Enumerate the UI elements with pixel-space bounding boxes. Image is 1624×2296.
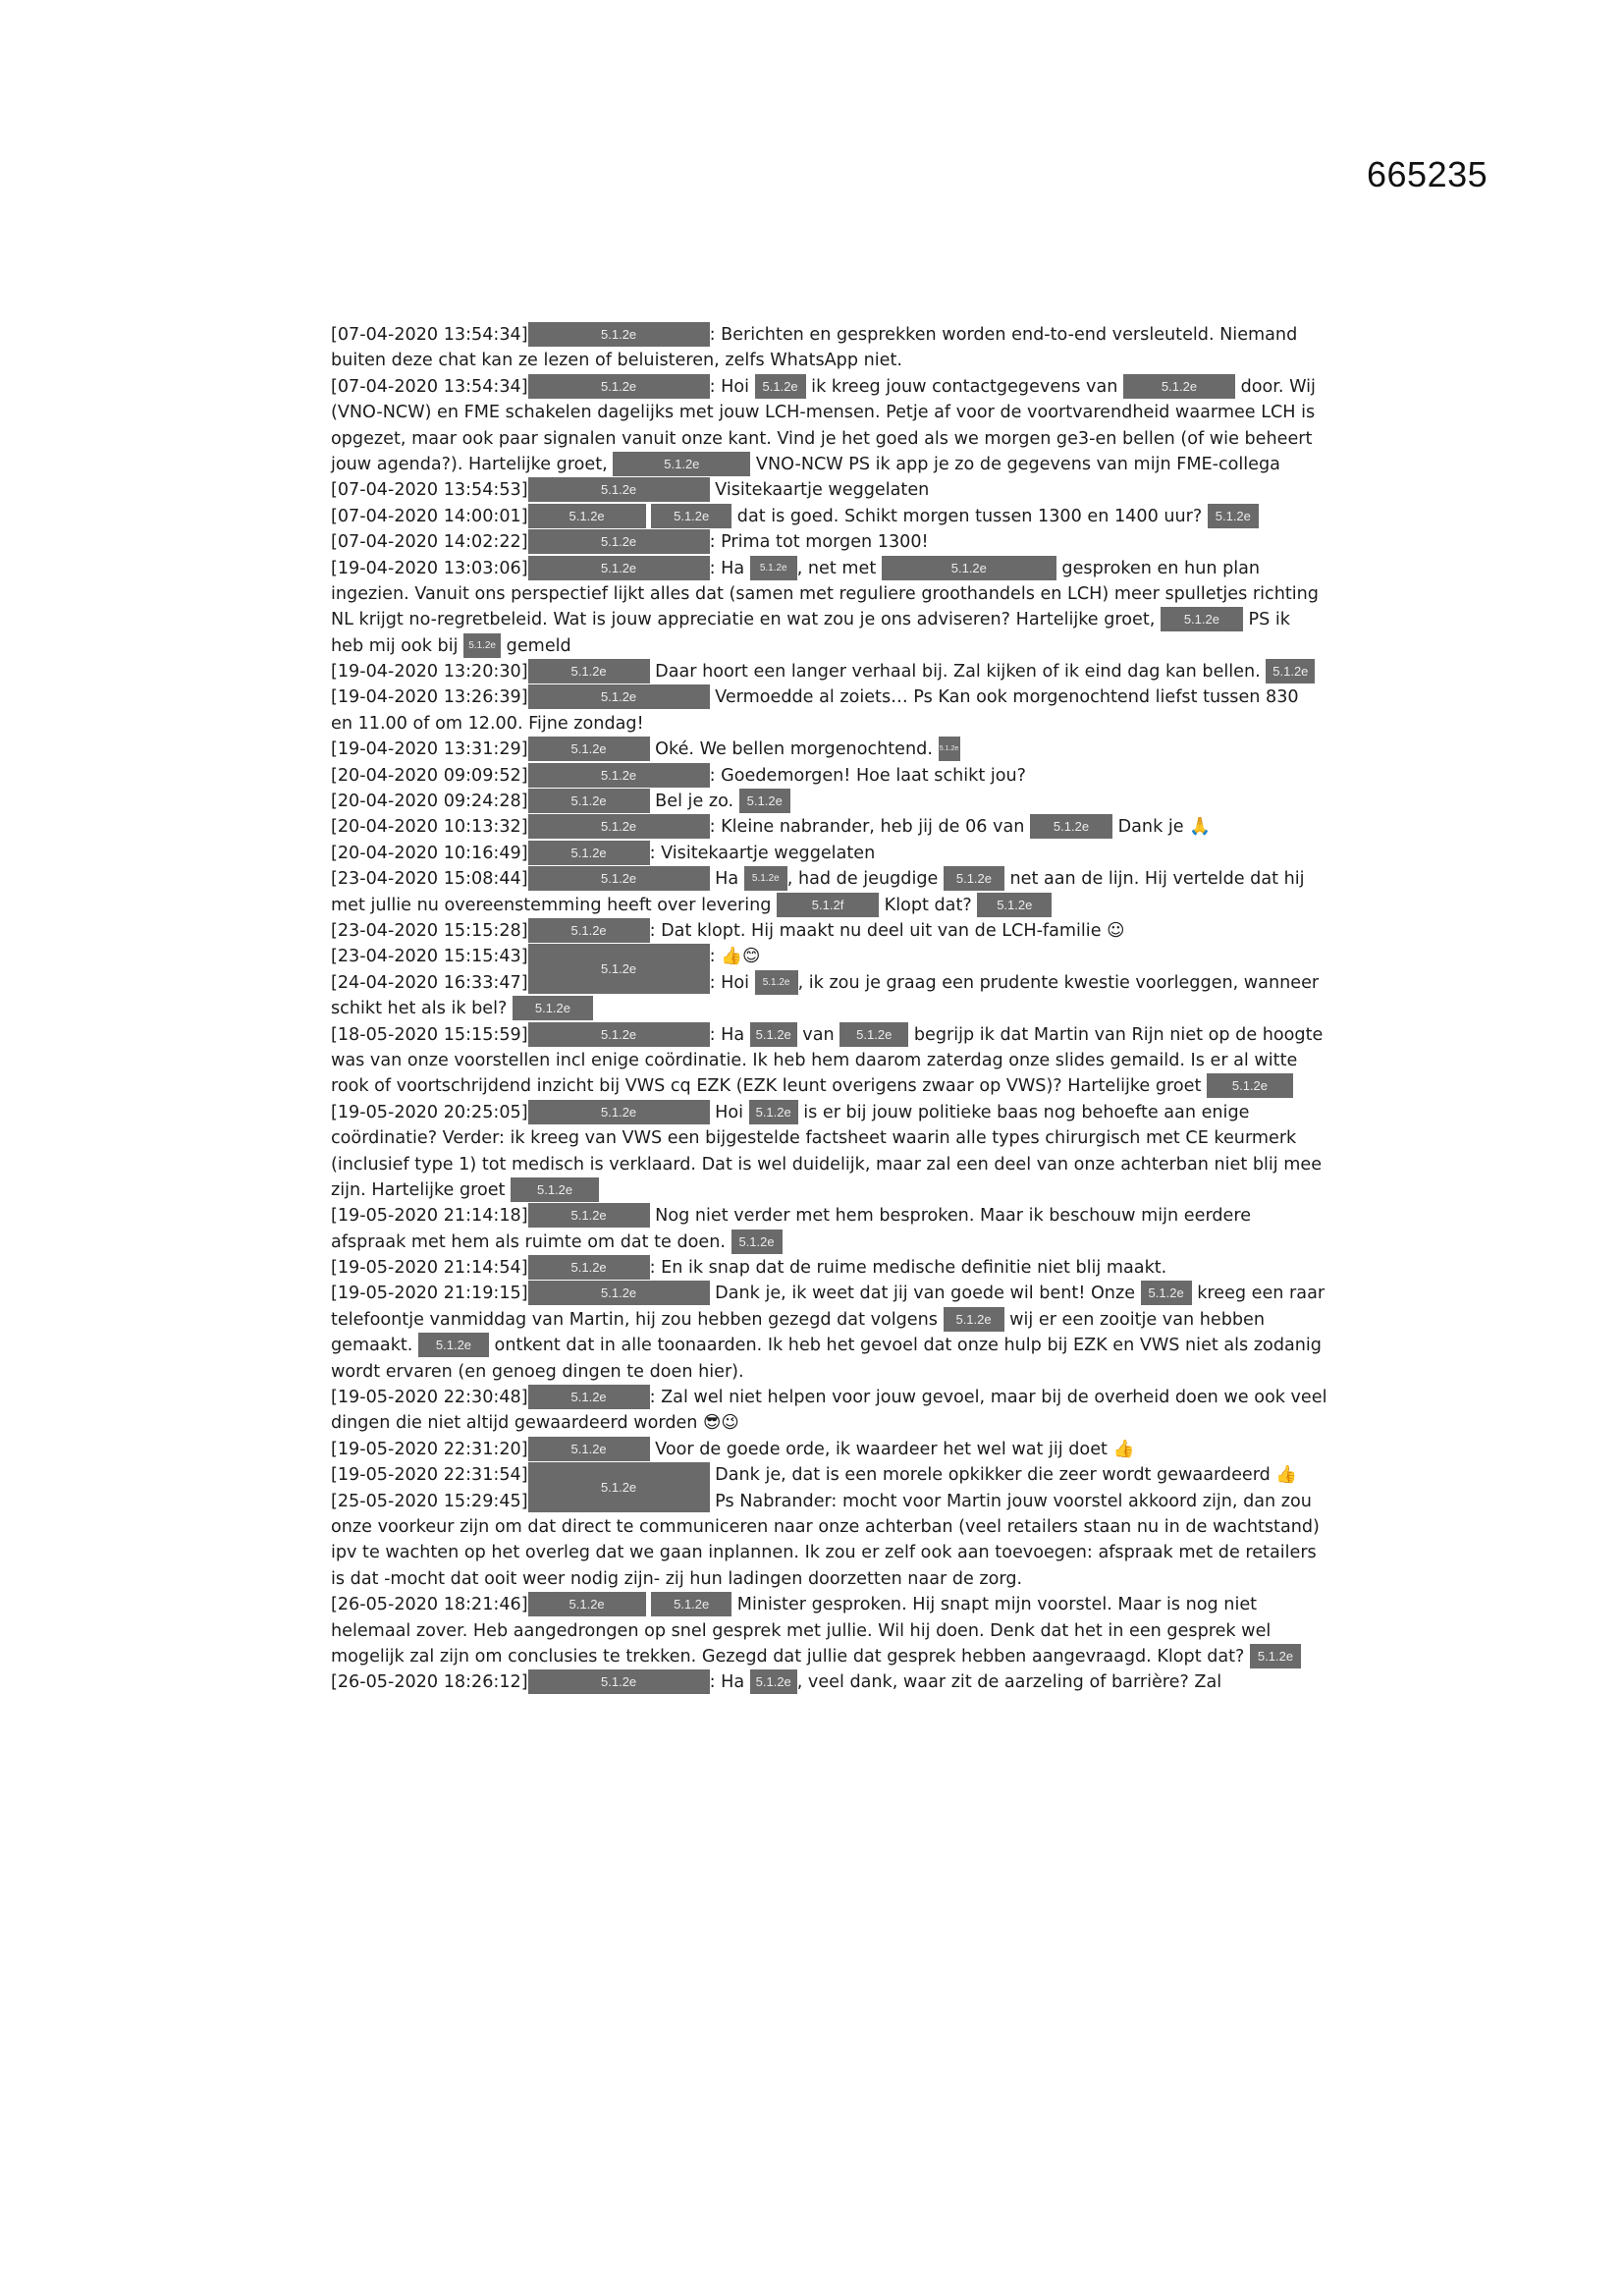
message-text: [19-05-2020 22:30:48]	[331, 1388, 528, 1408]
message-text: jouw agenda?). Hartelijke groet,	[331, 454, 614, 474]
message-text: : Ha	[709, 558, 750, 578]
transcript-line	[331, 841, 1318, 866]
message-text: met jullie nu overeenstemming heeft over levering	[331, 895, 778, 915]
message-text: : Kleine nabrander, heb jij de 06 van	[709, 817, 1030, 838]
message-text: : Goedemorgen! Hoe laat schikt jou?	[709, 765, 1026, 786]
redaction-box: 5.1.2e	[944, 1307, 1004, 1332]
message-text: [19-04-2020 13:20:30]	[331, 662, 528, 683]
message-text: dat is goed. Schikt morgen tussen 1300 en 1400 uur?	[731, 506, 1208, 526]
message-text: opgezet, maar ook paar signalen vanuit onze kant. Vind je het goed als we morgen ge3-en bellen (of wie beheert	[331, 428, 1313, 449]
redaction-box: 5.1.2e	[839, 1022, 908, 1047]
message-text: [19-05-2020 21:14:18]	[331, 1206, 528, 1227]
transcript-line	[331, 348, 1318, 373]
redaction-box: 5.1.2e	[749, 1100, 798, 1124]
redaction-box: 5.1.2e	[528, 684, 710, 709]
transcript-line	[331, 1307, 1318, 1333]
transcript-line	[331, 1669, 1318, 1695]
transcript-line	[331, 1152, 1323, 1177]
redaction-box: 5.1.2e	[944, 866, 1004, 891]
transcript-line	[331, 374, 1318, 400]
transcript-line	[331, 918, 1318, 944]
message-text: Nog niet verder met hem besproken. Maar ik beschouw mijn eerdere	[649, 1206, 1252, 1227]
redaction-box: 5.1.2e	[1266, 659, 1315, 683]
message-text: , ik zou je graag een prudente kwestie voorleggen, wanneer	[797, 972, 1320, 993]
message-text: mogelijk zal zijn om conclusies te trekken. Gezegd dat jullie dat gesprek hebben aangevraagd. Klopt dat?	[331, 1646, 1250, 1667]
message-text: [07-04-2020 13:54:53]	[331, 480, 528, 501]
transcript-line	[331, 789, 1318, 814]
transcript-line	[331, 477, 1318, 503]
message-text: [07-04-2020 14:02:22]	[331, 532, 528, 553]
message-text: (VNO-NCW) en FME schakelen dagelijks met jouw LCH-mensen. Petje af voor de voortvarendheid waarmee LCH is	[331, 403, 1316, 423]
message-text: [20-04-2020 10:13:32]	[331, 817, 528, 838]
transcript-line	[331, 556, 1318, 581]
message-text: [07-04-2020 14:00:01]	[331, 506, 528, 526]
message-text: [07-04-2020 13:54:34]	[331, 376, 528, 397]
transcript-line	[331, 1462, 1318, 1496]
redaction-box: 5.1.2e	[651, 504, 731, 528]
message-text: : Ha	[709, 1672, 750, 1693]
redaction-box: 5.1.2e	[528, 1255, 650, 1280]
redaction-box: 5.1.2e	[1250, 1644, 1301, 1668]
message-text: Bel je zo.	[649, 792, 739, 812]
message-text: gemaakt.	[331, 1336, 418, 1356]
transcript-line	[331, 1592, 1318, 1617]
message-text: : Dat klopt. Hij maakt nu deel uit van de LCH-familie ☺	[649, 920, 1125, 941]
message-text: [19-05-2020 21:14:54]	[331, 1258, 528, 1279]
message-text: [19-05-2020 22:31:20]	[331, 1439, 528, 1459]
redaction-box: 5.1.2e	[528, 504, 646, 528]
redaction-box: 5.1.2e	[528, 918, 650, 943]
message-text: [23-04-2020 15:15:28]	[331, 920, 528, 941]
message-text: schikt het als ik bel?	[331, 999, 513, 1019]
transcript-line	[331, 1177, 1318, 1203]
redaction-box: 5.1.2e	[1208, 504, 1259, 528]
message-text: VNO-NCW PS ik app je zo de gegevens van mijn FME-collega	[750, 454, 1280, 474]
message-text: Daar hoort een langer verhaal bij. Zal kijken of ik eind dag kan bellen.	[649, 662, 1267, 683]
message-text: Vermoedde al zoiets… Ps Kan ook morgenochtend liefst tussen 830	[709, 687, 1299, 708]
redaction-box: 5.1.2e	[528, 866, 710, 891]
message-text: [19-05-2020 20:25:05]	[331, 1102, 528, 1122]
redaction-box: 5.1.2e	[528, 477, 710, 502]
transcript-line	[331, 1566, 1318, 1592]
redaction-box: 5.1.2e	[651, 1592, 731, 1616]
message-text: Minister gesproken. Hij snapt mijn voorstel. Maar is nog niet	[731, 1595, 1258, 1615]
redaction-box: 5.1.2e	[528, 1022, 710, 1047]
transcript-line	[331, 1489, 1318, 1514]
redaction-box: 5.1.2e	[528, 556, 710, 580]
message-text: helemaal zover. Heb aangedrongen op snel gesprek met jullie. Wil hij doen. Denk dat het in een gesprek wel	[331, 1620, 1272, 1641]
transcript-line	[331, 633, 1318, 659]
transcript-line	[331, 814, 1318, 840]
message-text: [19-04-2020 13:31:29]	[331, 739, 528, 760]
message-text: Dank je, dat is een morele opkikker die zeer wordt gewaardeerd 👍	[709, 1465, 1298, 1486]
transcript-line	[331, 1255, 1318, 1281]
transcript-line	[331, 1125, 1318, 1151]
message-text: [18-05-2020 15:15:59]	[331, 1024, 528, 1045]
redaction-box: 5.1.2e	[528, 1592, 646, 1616]
transcript-line	[331, 1644, 1318, 1669]
transcript-line	[331, 711, 1318, 737]
redaction-box: 5.1.2e	[750, 1022, 797, 1047]
redaction-box: 5.1.2e	[528, 763, 710, 788]
message-text: : Hoi	[709, 376, 755, 397]
redaction-box: 5.1.2e	[750, 556, 797, 580]
redaction-box: 5.1.2e	[528, 529, 710, 554]
message-text: Hoi	[709, 1102, 749, 1122]
chat-transcript	[331, 322, 1327, 1696]
transcript-line	[331, 322, 1318, 348]
transcript-line	[331, 684, 1318, 710]
transcript-line	[331, 944, 1318, 977]
message-text: [23-04-2020 15:08:44]	[331, 869, 528, 890]
message-text: (inclusief type 1) tot medisch is verklaard. Dat is wel duidelijk, maar zal een deel van onze achterban niet blij mee	[331, 1154, 1323, 1175]
redaction-box: 5.1.2e	[528, 1100, 710, 1124]
transcript-line	[331, 400, 1318, 425]
transcript-line	[331, 452, 1318, 477]
transcript-line	[331, 1514, 1318, 1540]
message-text: [19-05-2020 21:19:15]	[331, 1284, 528, 1304]
redaction-box: 5.1.2e	[750, 1669, 797, 1694]
transcript-line	[331, 529, 1318, 555]
message-text: ipv te wachten op het overleg dat we gaan inplannen. Ik zou er zelf ook aan toevoegen: afspraak met de retailers	[331, 1543, 1317, 1563]
redaction-box: 5.1.2e	[513, 996, 593, 1020]
message-text: , had de jeugdige	[786, 869, 944, 890]
message-text: : Zal wel niet helpen voor jouw gevoel, maar bij de overheid doen we ook veel	[649, 1388, 1327, 1408]
message-text: : Berichten en gesprekken worden end-to-end versleuteld. Niemand	[709, 325, 1298, 345]
message-text: [23-04-2020 15:15:43]	[331, 947, 528, 967]
message-text: ontkent dat in alle toonaarden. Ik heb het gevoel dat onze hulp bij EZK en VWS niet als zodanig	[488, 1336, 1322, 1356]
message-text: wordt ervaren (en genoeg dingen te doen hier).	[331, 1361, 744, 1382]
redaction-box: 5.1.2e	[463, 633, 501, 658]
message-text: coördinatie? Verder: ik kreeg van VWS een bijgestelde factsheet waarin alle types chirurgisch met CE keurmerk	[331, 1128, 1297, 1149]
redaction-box: 5.1.2e	[755, 374, 806, 399]
redaction-box: 5.1.2e	[528, 659, 650, 683]
transcript-line	[331, 1437, 1318, 1462]
redaction-box: 5.1.2e	[528, 944, 710, 994]
message-text: van	[796, 1024, 840, 1045]
transcript-line	[331, 1333, 1322, 1358]
transcript-line	[331, 1100, 1318, 1125]
transcript-line	[331, 1359, 1318, 1385]
transcript-line	[331, 893, 1318, 918]
message-text: [26-05-2020 18:21:46]	[331, 1595, 528, 1615]
transcript-line	[331, 1022, 1324, 1048]
message-text: heb mij ook bij	[331, 635, 464, 656]
message-text: en 11.00 of om 12.00. Fijne zondag!	[331, 713, 644, 734]
transcript-line	[331, 1073, 1318, 1099]
message-text: begrijp ik dat Martin van Rijn niet op de hoogte	[908, 1024, 1324, 1045]
redaction-box: 5.1.2e	[528, 1385, 650, 1409]
transcript-line	[331, 737, 1318, 762]
transcript-line	[331, 970, 1318, 996]
message-text: is er bij jouw politieke baas nog behoefte aan enige	[797, 1102, 1250, 1122]
redaction-box: 5.1.2e	[528, 1281, 710, 1305]
message-text: gemeld	[501, 635, 571, 656]
transcript-line	[331, 1230, 1318, 1255]
message-text: telefoontje vanmiddag van Martin, hij zou hebben gezegd dat volgens	[331, 1309, 944, 1330]
transcript-line	[331, 659, 1318, 684]
document-number: 665235	[1367, 154, 1489, 194]
message-text: is dat -mocht dat ooit weer nodig zijn- zij hun ladingen doorzetten naar de zorg.	[331, 1568, 1023, 1589]
redaction-box: 5.1.2e	[744, 866, 787, 891]
redaction-box: 5.1.2e	[528, 1203, 650, 1228]
transcript-line	[331, 1618, 1318, 1644]
redaction-box: 5.1.2e	[511, 1177, 599, 1202]
redaction-box: 5.1.2e	[731, 1230, 783, 1254]
message-text: : Visitekaartje weggelaten	[649, 843, 876, 863]
message-text: Oké. We bellen morgenochtend.	[649, 739, 939, 760]
message-text: [19-04-2020 13:26:39]	[331, 687, 528, 708]
message-text: door. Wij	[1235, 376, 1316, 397]
message-text: ik kreeg jouw contactgegevens van	[805, 376, 1123, 397]
transcript-line	[331, 426, 1318, 452]
message-text: : Prima tot morgen 1300!	[709, 532, 929, 553]
message-text: rook of voortschrijdend inzicht bij VWS cq EZK (EZK leunt overigens zwaar op VWS)? Hartelijke groet	[331, 1076, 1207, 1097]
redaction-box: 5.1.2e	[1123, 374, 1235, 399]
transcript-line	[331, 1410, 1318, 1436]
message-text: Klopt dat?	[879, 895, 978, 915]
message-text: , net met	[796, 558, 882, 578]
redaction-box: 5.1.2e	[528, 374, 710, 399]
redaction-box: 5.1.2e	[1207, 1073, 1293, 1098]
message-text: [20-04-2020 10:16:49]	[331, 843, 528, 863]
transcript-line	[331, 1203, 1318, 1229]
message-text: , veel dank, waar zit de aarzeling of barrière? Zal	[796, 1672, 1222, 1693]
message-text: ingezien. Vanuit ons perspectief lijkt alles dat (samen met reguliere groothandels en LCH) meer spulletjes richting	[331, 583, 1319, 604]
transcript-line	[331, 1385, 1327, 1410]
message-text: : Hoi	[709, 972, 755, 993]
redaction-box: 5.1.2e	[755, 970, 798, 995]
redaction-box: 5.1.2e	[739, 789, 790, 813]
transcript-line	[331, 763, 1318, 789]
transcript-line	[331, 581, 1318, 607]
message-text: Ps Nabrander: mocht voor Martin jouw voorstel akkoord zijn, dan zou	[709, 1491, 1312, 1511]
redaction-box: 5.1.2e	[528, 814, 710, 839]
transcript-line	[331, 1281, 1326, 1306]
message-text: PS ik	[1242, 610, 1290, 630]
message-text: Dank je 🙏	[1112, 817, 1212, 838]
message-text: Dank je, ik weet dat jij van goede wil bent! Onze	[709, 1284, 1141, 1304]
message-text: buiten deze chat kan ze lezen of beluisteren, zelfs WhatsApp niet.	[331, 351, 902, 371]
redaction-box: 5.1.2e	[1161, 607, 1243, 631]
message-text: was van onze voorstellen incl enige coördinatie. Ik heb hem daarom zaterdag onze slides gemaild. Is er al witte	[331, 1050, 1298, 1070]
message-text: [26-05-2020 18:26:12]	[331, 1672, 528, 1693]
message-text: dingen die niet altijd gewaardeerd worden 😎😉	[331, 1413, 739, 1434]
transcript-line	[331, 1048, 1318, 1073]
message-text: [20-04-2020 09:09:52]	[331, 765, 528, 786]
redaction-box: 5.1.2e	[613, 452, 750, 476]
message-text: [24-04-2020 16:33:47]	[331, 972, 528, 993]
message-text: kreeg een raar	[1191, 1284, 1326, 1304]
redaction-box: 5.1.2e	[977, 893, 1052, 917]
transcript-line	[331, 1540, 1318, 1565]
message-text: Voor de goede orde, ik waardeer het wel wat jij doet 👍	[649, 1439, 1135, 1459]
redaction-box: 5.1.2e	[528, 737, 650, 761]
transcript-line	[331, 504, 1318, 529]
message-text: wij er een zooitje van hebben	[1003, 1309, 1266, 1330]
message-text: : Ha	[709, 1024, 750, 1045]
message-text: : 👍😊	[709, 947, 761, 967]
transcript-line	[331, 996, 1318, 1021]
message-text: Visitekaartje weggelaten	[709, 480, 930, 501]
redaction-box: 5.1.2e	[1141, 1281, 1192, 1305]
transcript-line	[331, 607, 1318, 632]
redaction-box: 5.1.2e	[528, 1669, 710, 1694]
message-text: afspraak met hem als ruimte om dat te doen.	[331, 1231, 731, 1252]
redaction-box: 5.1.2e	[528, 841, 650, 865]
transcript-line	[331, 866, 1318, 892]
message-text: gesproken en hun plan	[1056, 558, 1261, 578]
redaction-box: 5.1.2e	[418, 1333, 489, 1357]
message-text: NL krijgt no-regretbeleid. Wat is jouw appreciatie en wat zou je ons adviseren? Hartelijke groet,	[331, 610, 1161, 630]
message-text: Ha	[709, 869, 744, 890]
redaction-box: 5.1.2e	[528, 322, 710, 347]
message-text: [20-04-2020 09:24:28]	[331, 792, 528, 812]
message-text: [07-04-2020 13:54:34]	[331, 325, 528, 345]
redaction-box: 5.1.2e	[1030, 814, 1112, 839]
message-text: net aan de lijn. Hij vertelde dat hij	[1003, 869, 1305, 890]
message-text: onze voorkeur zijn om dat direct te communiceren naar onze achterban (veel retailers staan nu in de wachtstand)	[331, 1516, 1320, 1537]
redaction-box: 5.1.2e	[528, 789, 650, 813]
message-text: [19-05-2020 22:31:54]	[331, 1465, 528, 1486]
redaction-box: 5.1.2f	[777, 893, 879, 917]
redaction-box: 5.1.2e	[939, 737, 960, 761]
message-text: : En ik snap dat de ruime medische definitie niet blij maakt.	[649, 1258, 1167, 1279]
message-text: [25-05-2020 15:29:45]	[331, 1491, 528, 1511]
redaction-box: 5.1.2e	[882, 556, 1056, 580]
redaction-box: 5.1.2e	[528, 1437, 650, 1461]
redaction-box: 5.1.2e	[528, 1462, 710, 1512]
message-text: zijn. Hartelijke groet	[331, 1179, 512, 1200]
message-text: [19-04-2020 13:03:06]	[331, 558, 528, 578]
